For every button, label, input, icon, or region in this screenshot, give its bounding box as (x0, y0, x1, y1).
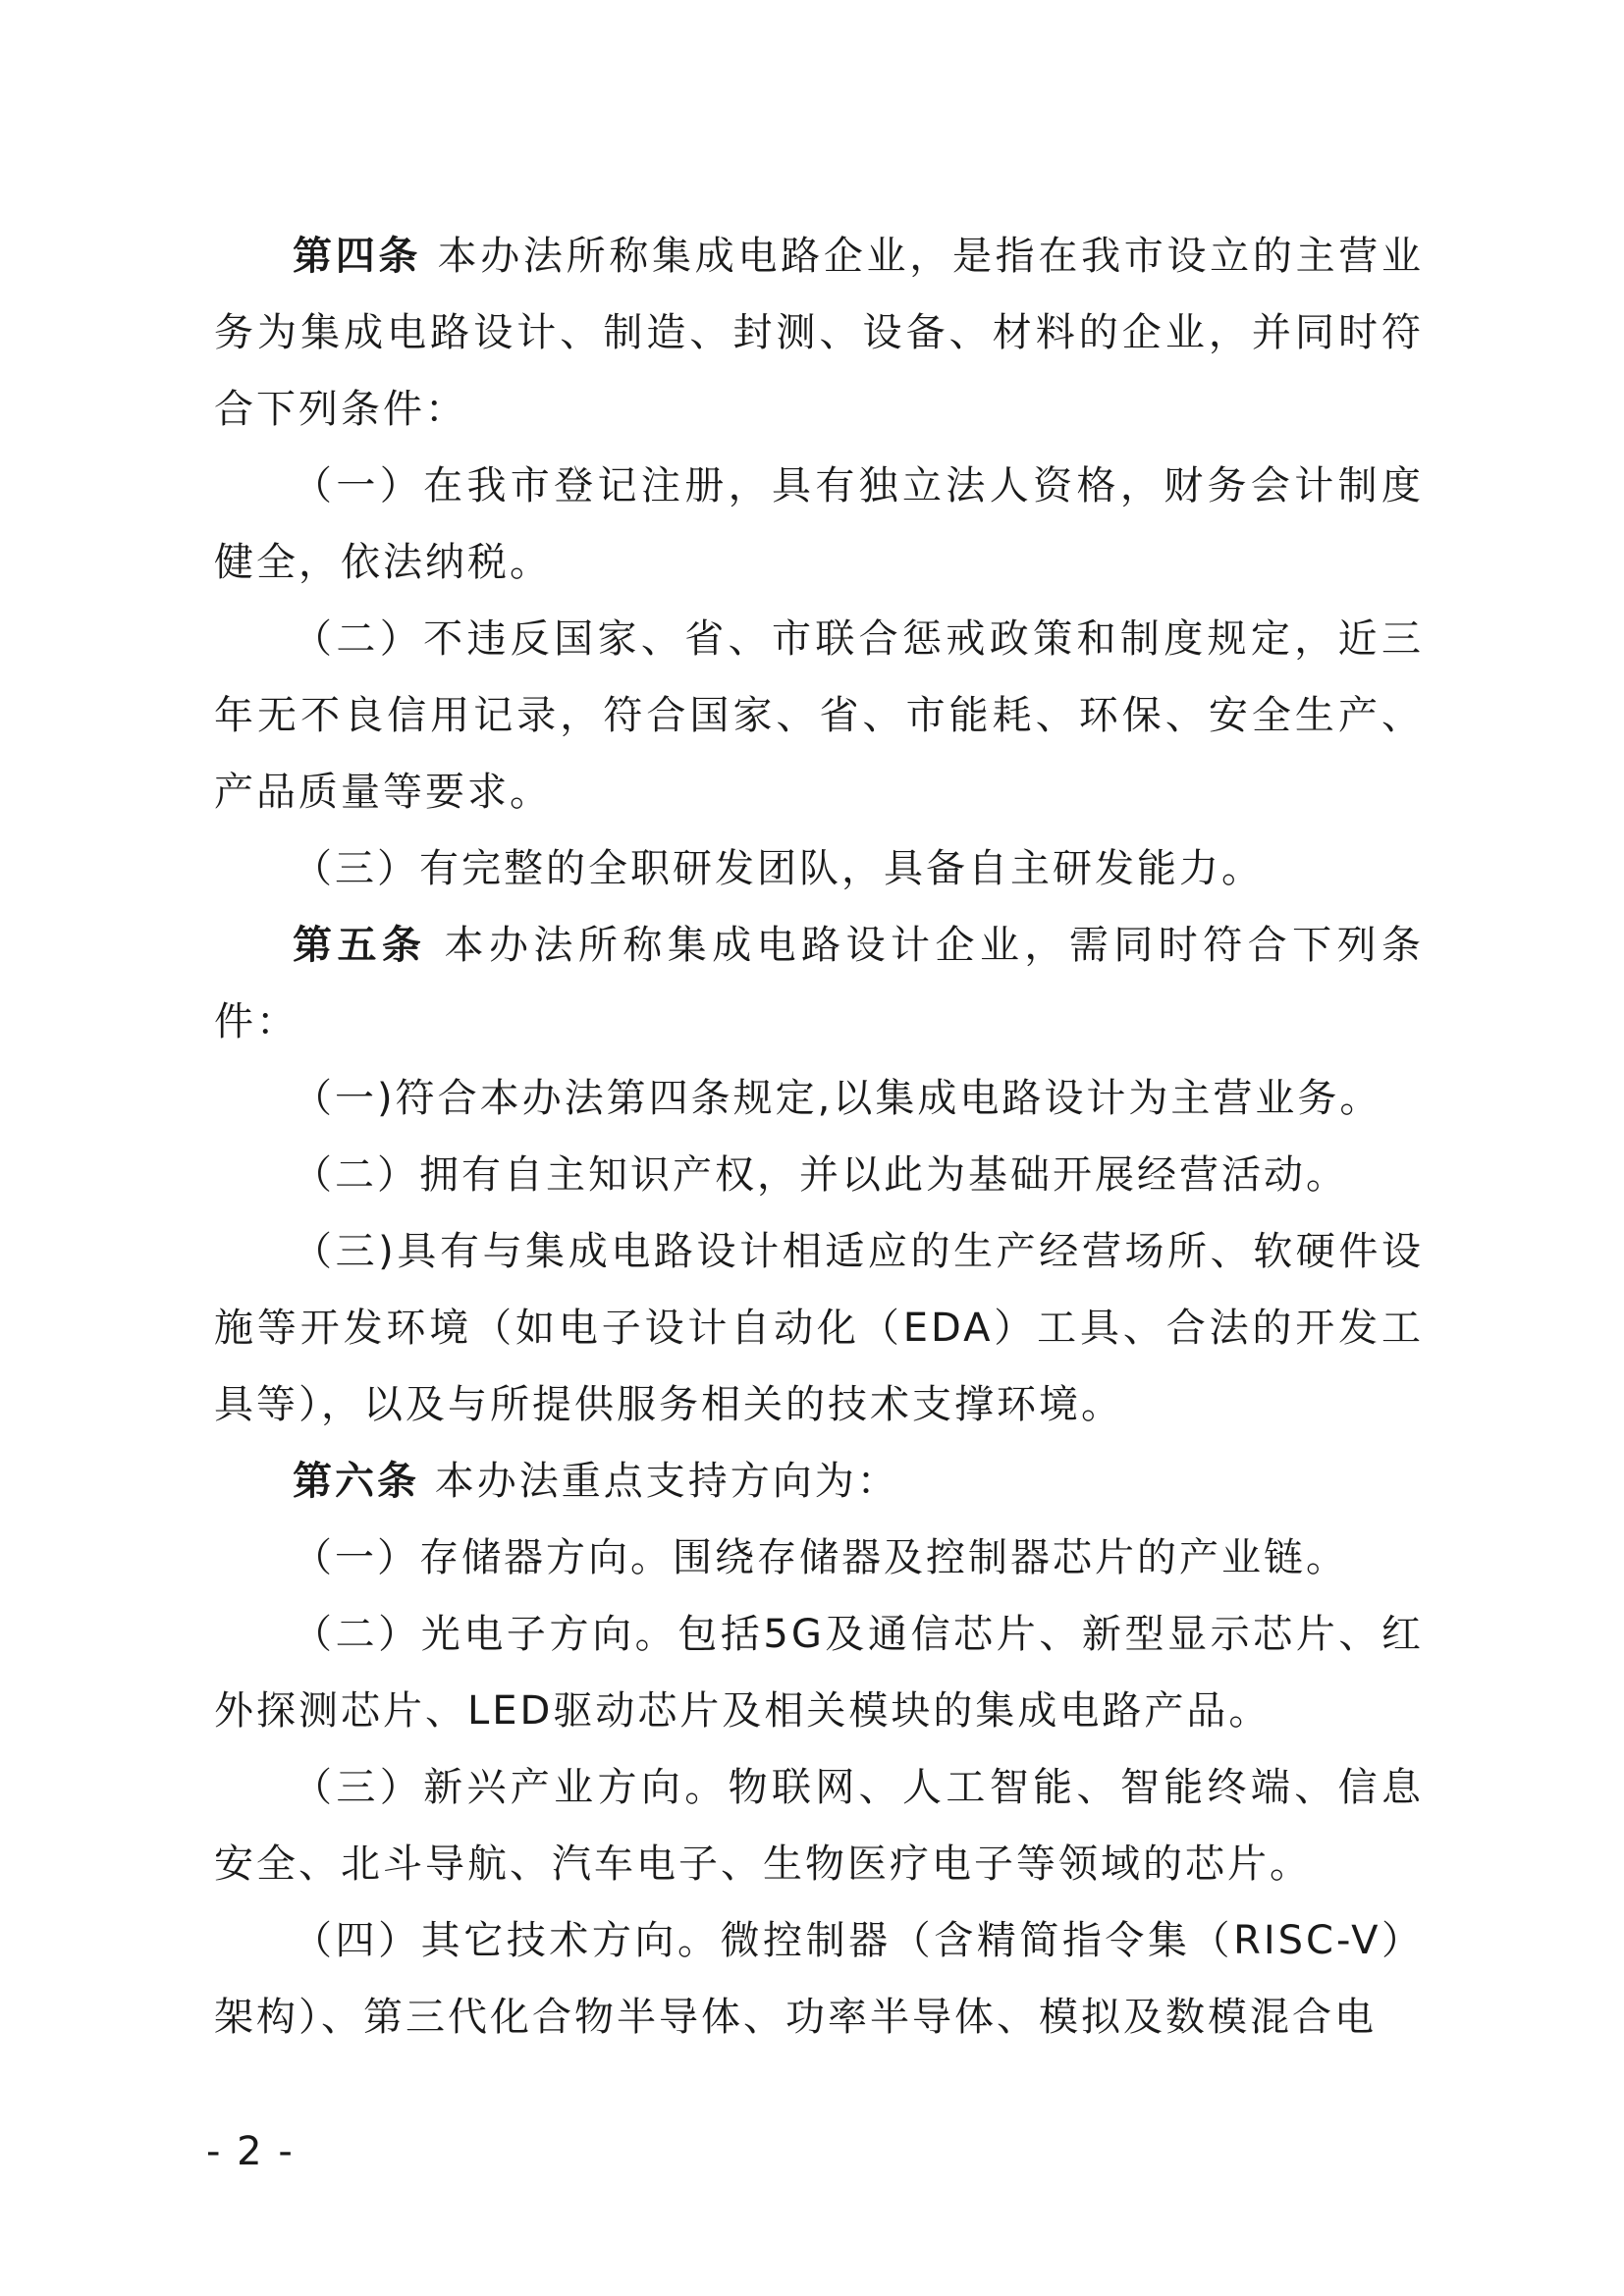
paragraph-text: 本办法所称集成电路企业，是指在我市设立的主营业务为集成电路设计、制造、封测、设备、材料的企业，并同时符合下列条件： (214, 234, 1424, 432)
article-4 (214, 218, 1424, 448)
page-number: - 2 - (206, 2129, 295, 2174)
paragraph-text: （三)具有与集成电路设计相适应的生产经营场所、软硬件设施等开发环境（如电子设计自动化（EDA）工具、合法的开发工具等），以及与所提供服务相关的技术支撑环境。 (214, 1229, 1424, 1427)
article-5-item-3 (214, 1213, 1424, 1443)
paragraph-text: 本办法重点支持方向为： (419, 1459, 899, 1504)
article-5-item-1 (214, 1060, 1424, 1137)
paragraph-text: （二）拥有自主知识产权，并以此为基础开展经营活动。 (293, 1152, 1348, 1198)
article-5-item-2 (214, 1137, 1424, 1213)
paragraph-text: （一）在我市登记注册，具有独立法人资格，财务会计制度健全，依法纳税。 (214, 463, 1424, 585)
article-4-item-3 (214, 830, 1424, 907)
document-body (214, 218, 1424, 2056)
article-label: 第五条 (293, 923, 427, 968)
article-label: 第四条 (293, 234, 422, 279)
article-6-item-3 (214, 1749, 1424, 1902)
article-6-item-4 (214, 1902, 1424, 2056)
paragraph-text: （二）不违反国家、省、市联合惩戒政策和制度规定，近三年无不良信用记录，符合国家、省、市能耗、环保、安全生产、产品质量等要求。 (214, 616, 1424, 815)
paragraph-text: （二）光电子方向。包括5G及通信芯片、新型显示芯片、红外探测芯片、LED驱动芯片及相关模块的集成电路产品。 (214, 1612, 1424, 1734)
paragraph-text: （一）存储器方向。围绕存储器及控制器芯片的产业链。 (293, 1535, 1348, 1580)
paragraph-text: （四）其它技术方向。微控制器（含精简指令集（RISC-V）架构）、第三代化合物半导体、功率半导体、模拟及数模混合电 (214, 1918, 1424, 2040)
article-label: 第六条 (293, 1459, 419, 1504)
paragraph-text: （一)符合本办法第四条规定,以集成电路设计为主营业务。 (293, 1076, 1382, 1121)
article-4-item-2 (214, 601, 1424, 830)
paragraph-text: （三）有完整的全职研发团队，具备自主研发能力。 (293, 846, 1264, 891)
article-4-item-1 (214, 448, 1424, 601)
article-6 (214, 1443, 1424, 1520)
paragraph-text: （三）新兴产业方向。物联网、人工智能、智能终端、信息安全、北斗导航、汽车电子、生物医疗电子等领域的芯片。 (214, 1765, 1424, 1887)
article-6-item-2 (214, 1596, 1424, 1749)
paragraph-text: 本办法所称集成电路设计企业，需同时符合下列条件： (214, 923, 1425, 1044)
article-5 (214, 907, 1424, 1060)
article-6-item-1 (214, 1520, 1424, 1596)
